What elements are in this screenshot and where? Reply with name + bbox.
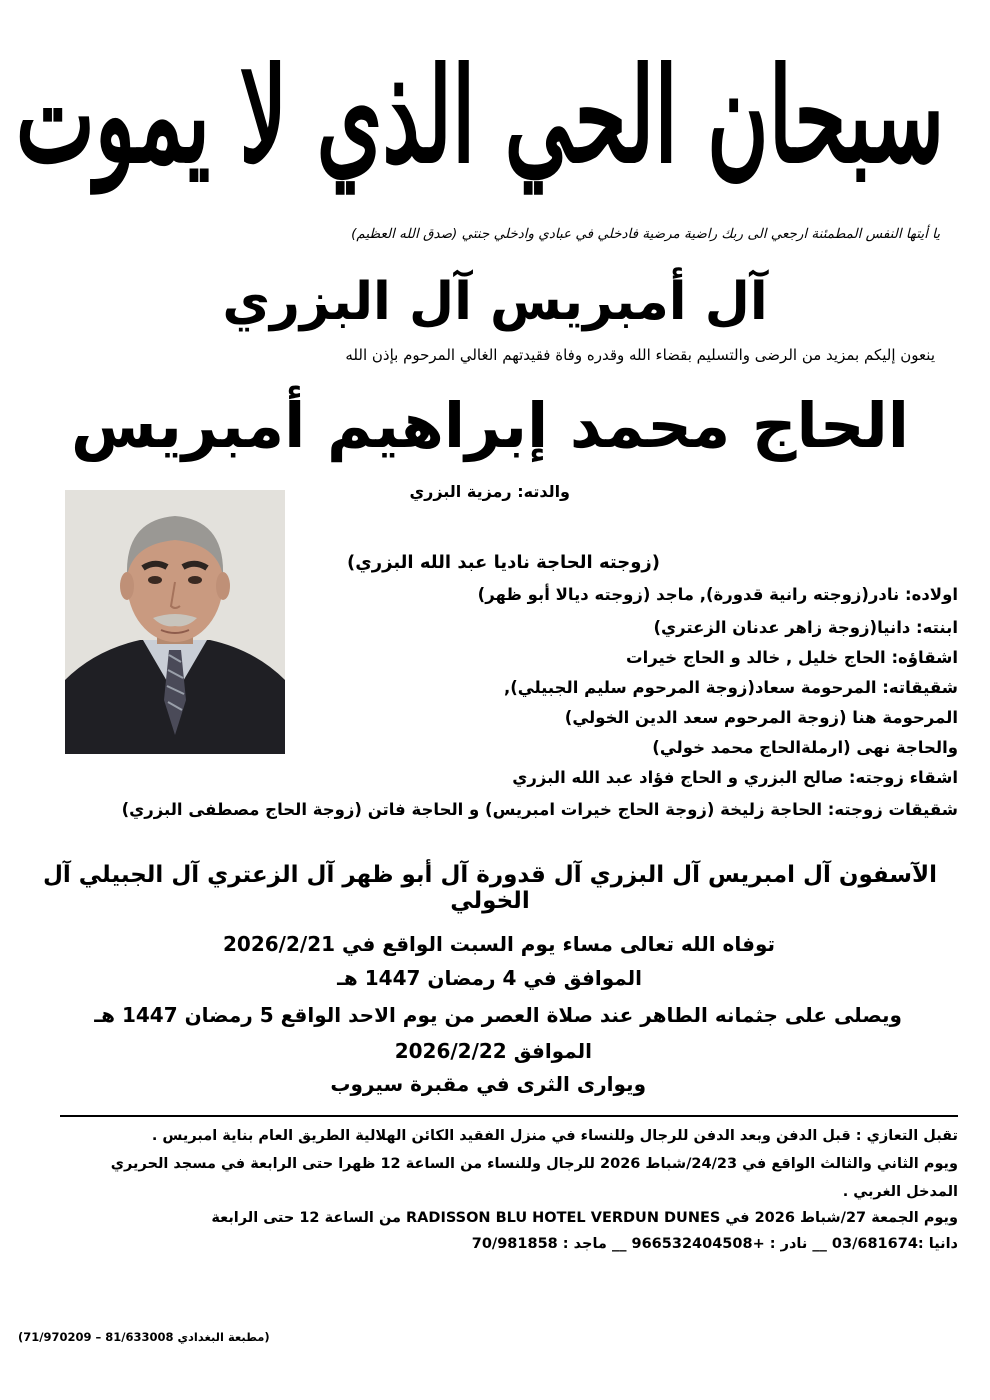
wife-name: (زوجته الحاجة ناديا عبد الله البزري) xyxy=(347,552,660,573)
announcement-text: ينعون إليكم بمزيد من الرضى والتسليم بقضاء الله وقدره وفاة فقيدتهم الغالي المرحوم بإذن الله xyxy=(345,346,935,364)
relatives-wife-brothers: اشقاء زوجته: صالح البزري و الحاج فؤاد عبد الله البزري xyxy=(512,768,958,787)
death-date: توفاه الله تعالى مساء يوم السبت الواقع في 2026/2/21 xyxy=(223,932,775,956)
condolences-line-1: تقبل التعازي : قبل الدفن وبعد الدفن للرجال وللنساء في منزل الفقيد الكائن الهلالية الطريق العام بناية امبريس . xyxy=(151,1128,958,1144)
mother-name: والدته: رمزية البزري xyxy=(409,482,570,501)
condolences-line-4: ويوم الجمعة 27/شباط 2026 في RADISSON BLU HOTEL VERDUN DUNES من الساعة 12 حتى الرابعة xyxy=(211,1210,958,1226)
relatives-children: اولاده: نادر(زوجته رانية قدورة), ماجد (زوجته ديالا أبو ظهر) xyxy=(477,585,958,604)
relatives-daughter: ابنته: دانيا(زوجة زاهر عدنان الزعتري) xyxy=(653,618,958,637)
family-title: آل أمبريس آل البزري xyxy=(222,272,768,332)
relatives-wife-sisters: شقيقات زوجته: الحاجة زليخة (زوجة الحاج خيرات امبريس) و الحاجة فاتن (زوجة الحاج مصطفى البزري) xyxy=(121,800,958,819)
contact-numbers: دانيا :03/681674 __ نادر : +966532404508 __ ماجد : 70/981858 xyxy=(471,1236,958,1252)
deceased-name: الحاج محمد إبراهيم أمبريس xyxy=(70,389,910,462)
calligraphy-header xyxy=(15,28,945,203)
relatives-sister-3: والحاجة نهى (ارملةالحاج محمد خولي) xyxy=(652,738,958,757)
calligraphy-text: سبحان الحي الذي لا يموت xyxy=(15,38,945,192)
condolences-line-2: ويوم الثاني والثالث الواقع في 24/23/شباط 2026 للرجال وللنساء من الساعة 12 ظهرا حتى الرابعة في مسجد الحريري xyxy=(110,1156,958,1172)
mourning-families: الآسفون آل امبريس آل البزري آل قدورة آل أبو ظهر آل الزعتري آل الجبيلي آل الخولي xyxy=(42,862,938,914)
relatives-sister-2: المرحومة هنا (زوجة المرحوم سعد الدين الخولي) xyxy=(564,708,958,727)
quran-verse: يا أيتها النفس المطمئنة ارجعي الى ربك راضية مرضية فادخلي في عبادي وادخلي جنتي (صدق الله العظيم) xyxy=(351,226,940,242)
condolences-line-3: المدخل الغربي . xyxy=(842,1184,958,1200)
burial-place: ويوارى الثرى في مقبرة سيروب xyxy=(330,1072,646,1096)
funeral-prayer: ويصلى على جثمانه الطاهر عند صلاة العصر من يوم الاحد الواقع 5 رمضان 1447 هـ xyxy=(94,1003,902,1027)
funeral-date: الموافق 2026/2/22 xyxy=(394,1039,592,1063)
portrait-illustration xyxy=(65,490,285,754)
section-divider xyxy=(60,1115,958,1117)
relatives-sisters: شقيقاته: المرحومة سعاد(زوجة المرحوم سليم الجبيلي), xyxy=(503,678,958,697)
printer-credit: (مطبعة البغدادي 81/633008 – 71/970209) xyxy=(18,1330,270,1344)
relatives-brothers: اشقاؤه: الحاج خليل , خالد و الحاج خيرات xyxy=(626,648,958,667)
deceased-portrait-photo xyxy=(65,490,285,754)
death-hijri-date: الموافق في 4 رمضان 1447 هـ xyxy=(337,966,642,990)
